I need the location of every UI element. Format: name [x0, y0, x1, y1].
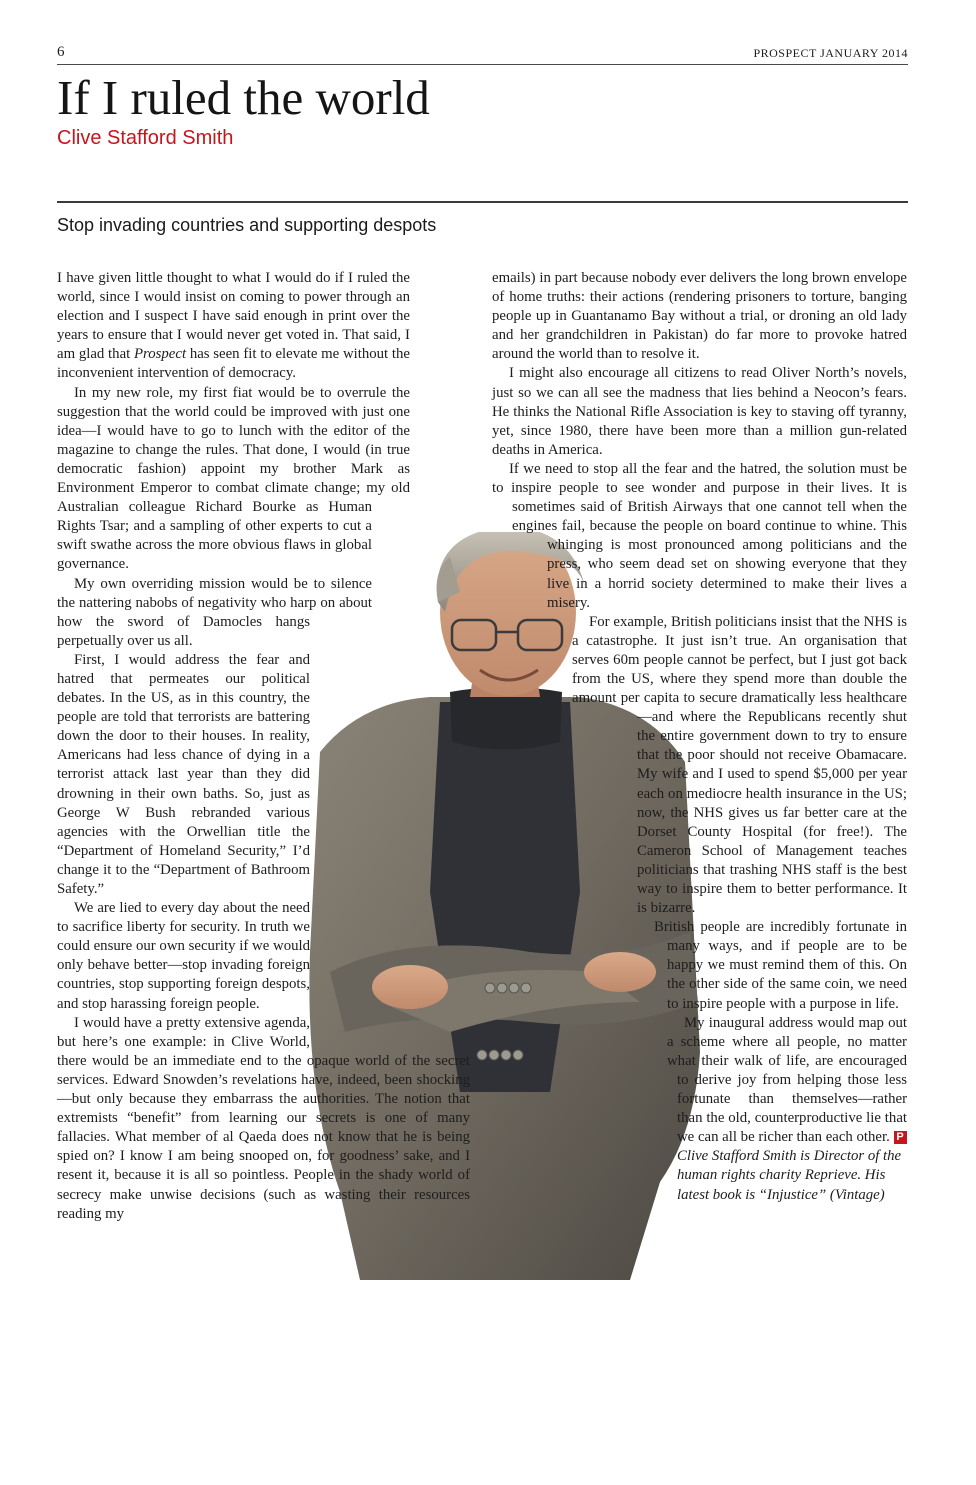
paragraph: First, I would address the fear and hatred that permeates our political debates. In the US, as in this country, the people are told that terrorists are battering down the door to their houses. In reality, Americans had less chance of dying in a terrorist attack last year than they did drowning in their own baths. So, just as George W Bush rebranded various agencies with the Orwellian title the “Department of Homeland Security,” I’d change it to the “Department of Bathroom Safety.” — [57, 651, 310, 897]
paragraph: In my new role, my first fiat would be to overrule the suggestion that the world could be improved with just one idea—I would have to go to lunch with the editor of the magazine to change the rules. That done, I would (in true democratic fashion) appoint my brother Mark as Environment Emperor to combat climate change; my old Australian colleague Richard Bourke as Human Rights Tsar; and a sampling of other experts to cut a swift swathe across the more obvious flaws in global governance. — [57, 384, 410, 573]
running-head: PROSPECT JANUARY 2014 — [753, 46, 908, 60]
paragraph: British people are incredibly fortunate in many ways, and if people are to be happy we must remind them of this. On the other side of the same coin, we need to inspire people with a purpose in life. — [654, 919, 907, 1012]
paragraph: My own overriding mission would be to silence the nattering nabobs of negativity who harp on about how the sword of Damocles hangs perpetually over us all. — [57, 575, 372, 649]
paragraph: We are lied to every day about the need to sacrifice liberty for security. In truth we could ensure our own security if we would only behave better—stop invading foreign countries, stop supporting foreign despots, and stop harassing foreign people. — [57, 900, 310, 1012]
magazine-name: Prospect — [134, 346, 187, 363]
section-rule — [57, 201, 908, 203]
author-bio: Clive Stafford Smith is Director of the human rights charity Reprieve. His latest book is “Injustice” (Vintage) — [677, 1148, 902, 1203]
paragraph: If we need to stop all the fear and the hatred, the solution must be to inspire people to see wonder and purpose in their lives. It is sometimes said of British Airways that one cannot tell when the engines fail, because the people on board continue to whine. This whinging is most pronounced among politicians and the press, who seem dead set on showing everyone that they live in a horrid society determined to make their lives a misery. — [492, 460, 907, 611]
paragraph: I might also encourage all citizens to read Oliver North’s novels, just so we can all see the madness that lies behind a Neocon’s fears. He thinks the National Rifle Association is key to staving off tyranny, yet, since 1980, there have been more than a million gun-related deaths in America. — [492, 365, 907, 458]
byline: Clive Stafford Smith — [57, 127, 234, 149]
paragraph: I would have a pretty extensive agenda, but here’s one example: in Clive World, there would be an immediate end to the opaque world of the secret services. Edward Snowden’s revelations have, indeed, been shocking—but only because they embarrass the authorities. The notion that extremists “benefit” from learning our secrets is one of many fallacies. What member of al Qaeda does not know that he is being spied on? I know I am being snooped on, for goodness’ sake, and I resent it, because it is all so pointless. People in the shady world of secrecy make unwise decisions (such as wasting their resources reading my — [57, 1014, 470, 1222]
prospect-end-mark: P — [894, 1131, 907, 1144]
paragraph: For example, British politicians insist that the NHS is a catastrophe. It just isn’t true. An organisation that serves 60m people cannot be perfect, but I just got back from the US, where they spend more than double the amount per capita to secure dramatically less healthcare—and where the Republicans recently shut the entire government down to try to ensure that the poor should not receive Obamacare. My wife and I used to spend $5,000 per year each on mediocre health insurance in the US; now, the NHS gives us far better care at the Dorset County Hospital (for free!). The Cameron School of Management teaches politicians that trashing NHS staff is the best way to inspire them to better performance. It is bizarre. — [572, 613, 907, 917]
top-rule — [57, 64, 908, 65]
page-number: 6 — [57, 44, 65, 60]
paragraph: My inaugural address would map out a scheme where all people, no matter what their walk of life, are encouraged to derive joy from helping those less fortunate than themselves—rather than the old, counterproductive lie that we can all be richer than each other. P — [667, 1014, 907, 1146]
article-column-1 — [57, 269, 470, 1272]
paragraph: I have given little thought to what I would do if I ruled the world, since I would insist on coming to power through an election and I suspect I have said enough in print over the years to ensure that I would never get voted in. That said, I am glad that Prospect has seen fit to elevate me without the inconvenient intervention of democracy. — [57, 270, 410, 382]
paragraph: emails) in part because nobody ever delivers the long brown envelope of home truths: their actions (rendering prisoners to torture, banging people up in Guantanamo Bay without a trial, or droning an old lady and her grandchildren in Pakistan) do far more to provoke hatred around the world than to resolve it. — [492, 270, 907, 363]
headline: If I ruled the world — [57, 70, 430, 125]
article-column-2 — [492, 269, 907, 1485]
standfirst: Stop invading countries and supporting despots — [57, 215, 437, 235]
